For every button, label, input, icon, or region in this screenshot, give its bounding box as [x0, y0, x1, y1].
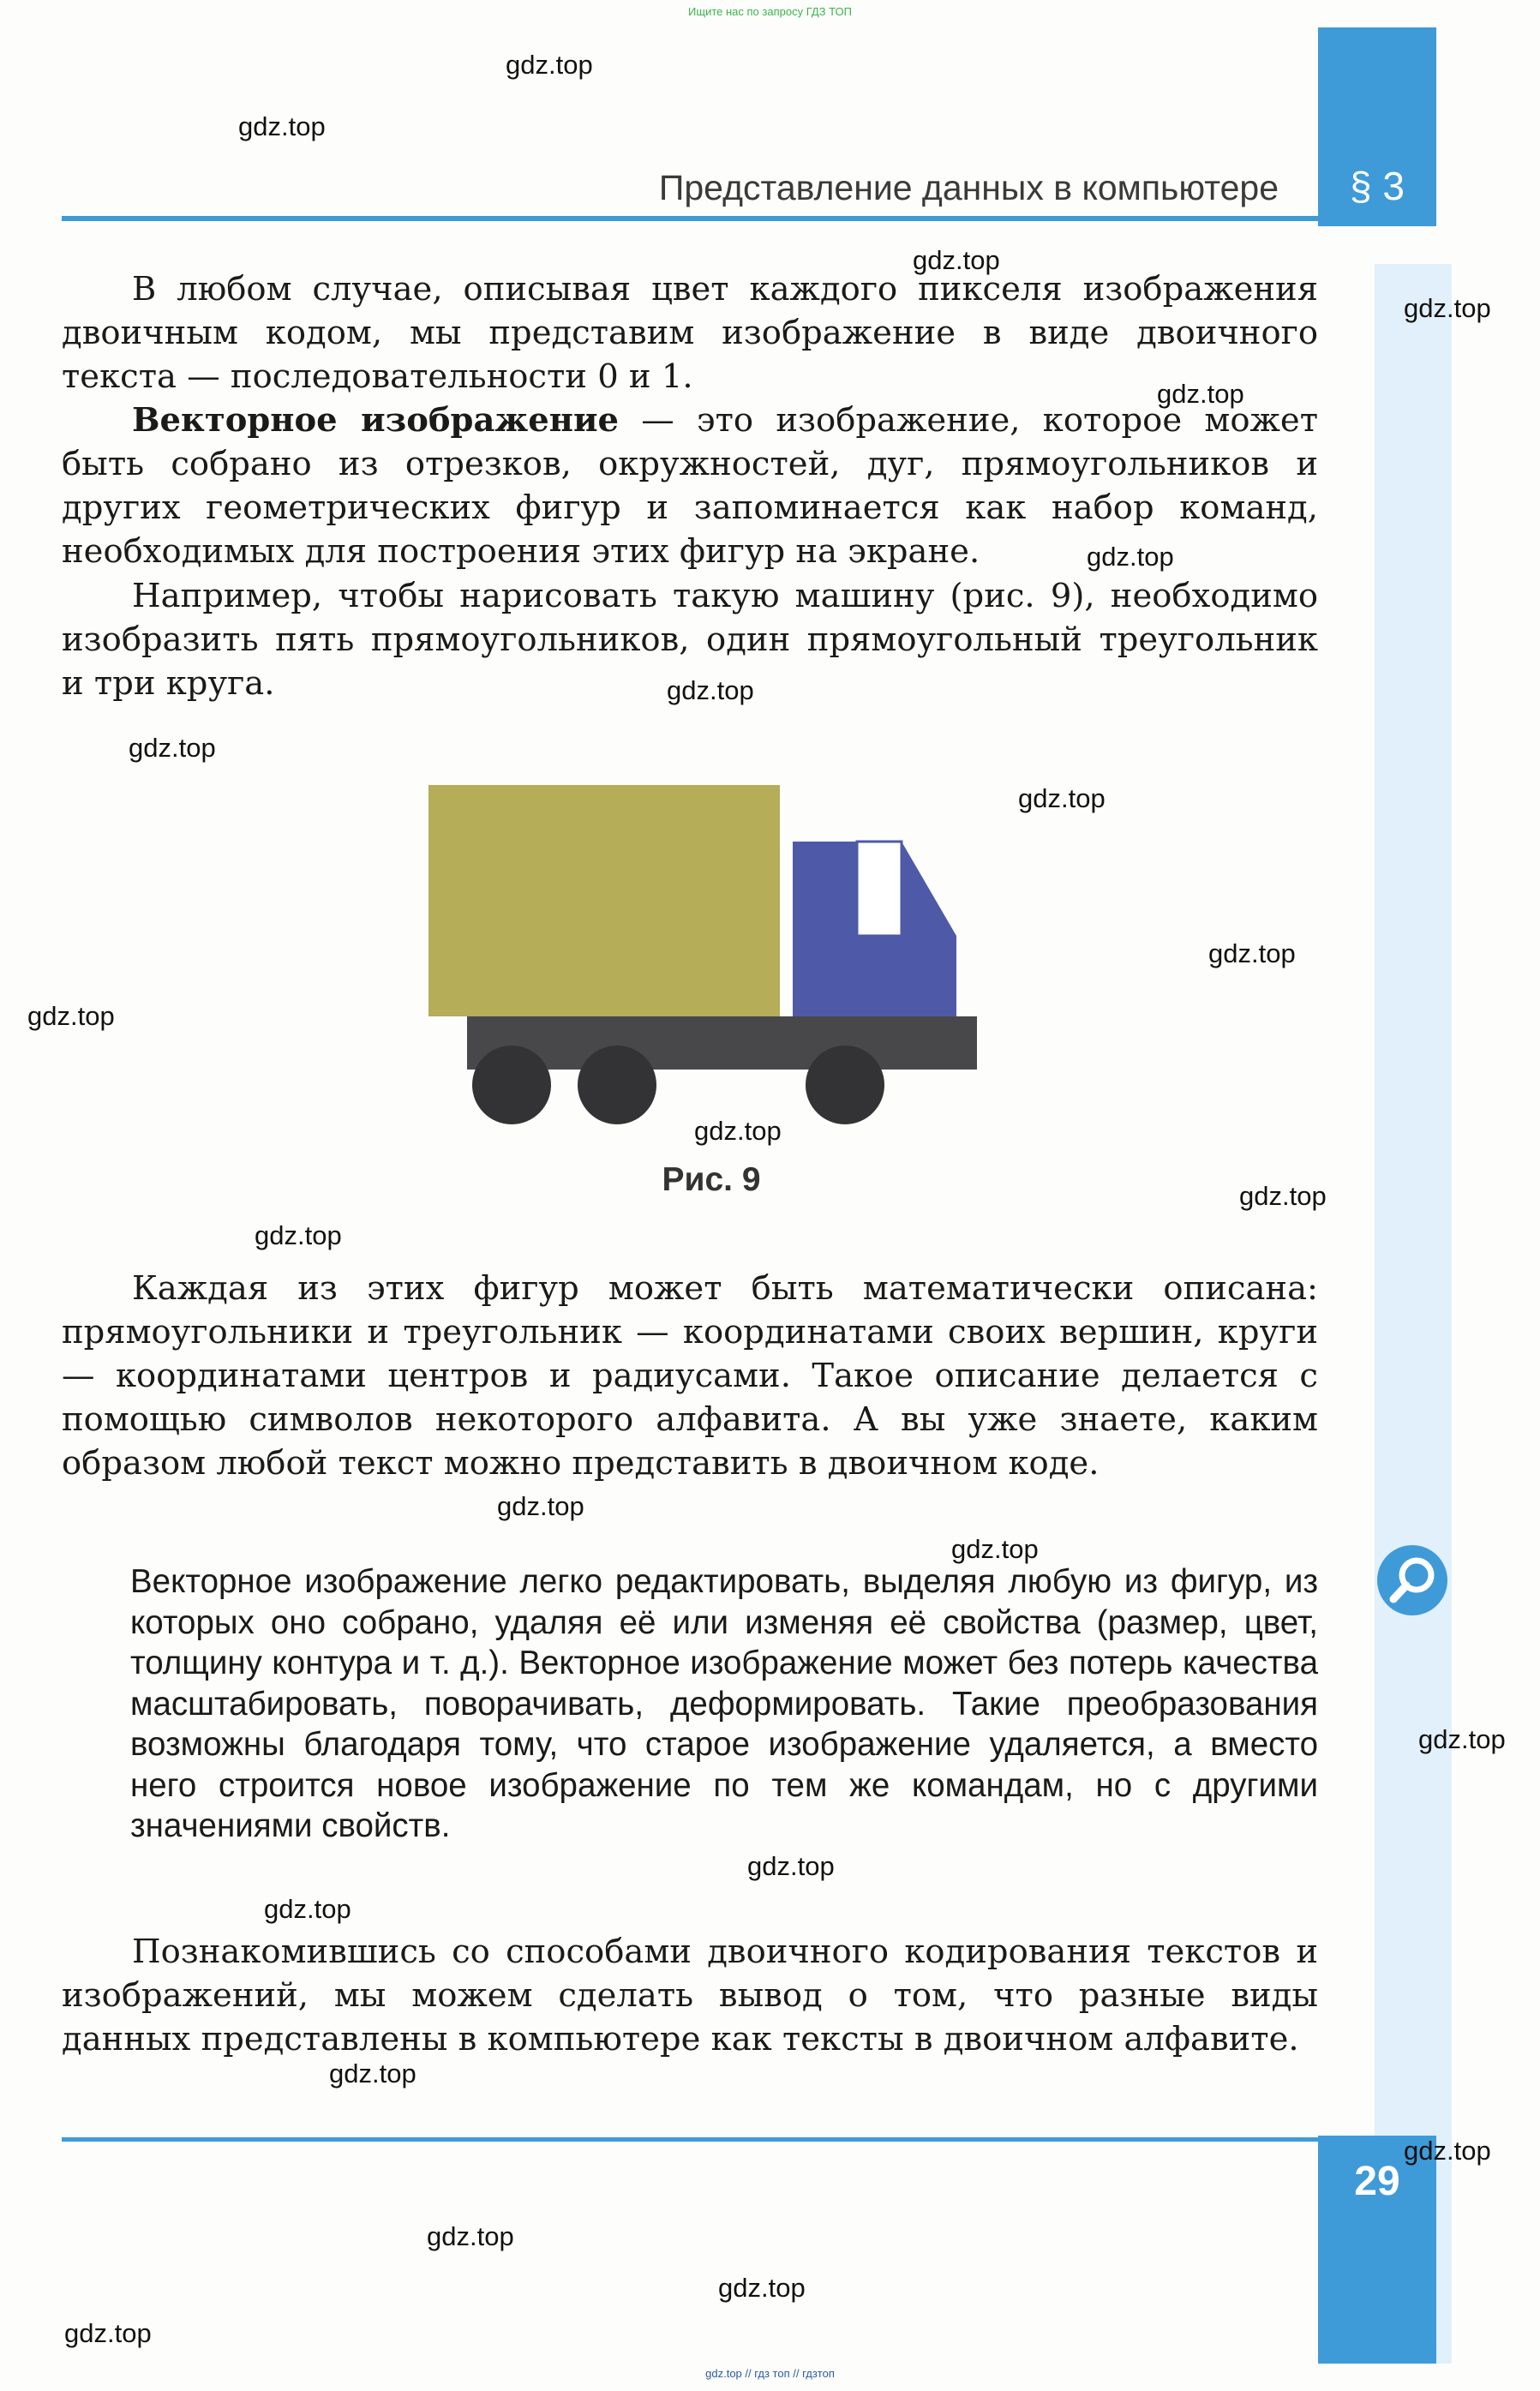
watermark: gdz.top: [1208, 938, 1296, 968]
cargo-rectangle: [428, 785, 780, 1016]
watermark: gdz.top: [1404, 2136, 1491, 2166]
watermark: gdz.top: [667, 675, 754, 705]
wheel-front: [806, 1046, 884, 1124]
watermark: gdz.top: [1018, 783, 1106, 813]
watermark: gdz.top: [129, 733, 216, 763]
watermark: gdz.top: [1239, 1181, 1327, 1211]
watermark: gdz.top: [718, 2273, 806, 2303]
top-promo-note: Ищите нас по запросу ГДЗ ТОП: [688, 5, 852, 18]
section-number: § 3: [1350, 164, 1405, 208]
watermark: gdz.top: [506, 50, 593, 80]
watermark: gdz.top: [264, 1894, 351, 1924]
chassis-rectangle: [467, 1016, 977, 1070]
paragraph-binary-image: В любом случае, описывая цвет каждого пикселя изображения двоичным кодом, мы представим изображение в виде двоичного текста — последовательности 0 и 1.: [62, 270, 1318, 396]
paragraph-truck-example: Например, чтобы нарисовать такую машину (рис. 9), необходимо изобразить пять прямоугольников, один прямоугольный треугольник и три круга.: [62, 577, 1318, 703]
truck-figure: [411, 780, 986, 1140]
paragraph-vector-editing: Векторное изображение легко редактировать, выделяя любую из фигур, из которых оно собрано, удаляя её или изменяя её свойства (размер, цвет, толщину контура и т. д.). Векторное изображение может без потерь качества масштабировать, поворачивать, деформировать. Такие преобразования возможны благодаря тому, что старое изображение удаляется, а вместо него строится новое изображение по тем же командам, но с другими значениями свойств.: [130, 1563, 1318, 1844]
watermark: gdz.top: [238, 111, 326, 141]
margin-band: [1375, 264, 1452, 2364]
term-vector-image: Векторное изображение: [132, 401, 620, 440]
watermark: gdz.top: [913, 245, 1000, 275]
watermark: gdz.top: [1087, 542, 1174, 572]
footer-rule: [62, 2137, 1318, 2142]
watermark: gdz.top: [1404, 293, 1491, 323]
watermark: gdz.top: [27, 1001, 115, 1031]
paragraph-math-description: Каждая из этих фигур может быть математически описана: прямоугольники и треугольник — координатами своих вершин, круги — координатами центров и радиусами. Такое описание делается с помощью символов некоторого алфавита. А вы уже знаете, каким образом любой текст можно представить в двоичном коде.: [62, 1269, 1318, 1483]
cabin-lower-rectangle: [793, 936, 956, 1016]
watermark: gdz.top: [427, 2221, 514, 2251]
wheel-rear-1: [472, 1046, 551, 1124]
watermark: gdz.top: [747, 1851, 835, 1881]
running-header: Представление данных в компьютере: [658, 168, 1279, 207]
bottom-promo-note: gdz.top // гдз топ // гдзтоп: [705, 2367, 835, 2380]
wheel-rear-2: [578, 1046, 656, 1124]
window-rectangle: [857, 842, 902, 936]
watermark: gdz.top: [255, 1220, 342, 1250]
watermark: gdz.top: [1157, 379, 1244, 409]
page-number: 29: [1354, 2159, 1400, 2204]
watermark: gdz.top: [1418, 1724, 1506, 1754]
header-rule: [62, 216, 1318, 221]
figure-caption: Рис. 9: [662, 1161, 761, 1198]
definition-text: — это изображение, которое может быть собрано из отрезков, окружностей, дуг, прямоугольников и других геометрических фигур и запоминается как набор команд, необходимых для построения этих фигур на экране.: [62, 401, 1318, 571]
watermark: gdz.top: [951, 1534, 1039, 1564]
search-icon: [1376, 1544, 1448, 1616]
cabin-upper-rectangle: [793, 842, 857, 936]
watermark: gdz.top: [64, 2318, 152, 2348]
cabin-triangle: [902, 842, 956, 936]
watermark: gdz.top: [329, 2058, 416, 2088]
paragraph-conclusion: Познакомившись со способами двоичного кодирования текстов и изображений, мы можем сделать вывод о том, что разные виды данных представлены в компьютере как тексты в двоичном алфавите.: [62, 1933, 1318, 2058]
watermark: gdz.top: [497, 1491, 584, 1521]
watermark: gdz.top: [694, 1116, 782, 1146]
